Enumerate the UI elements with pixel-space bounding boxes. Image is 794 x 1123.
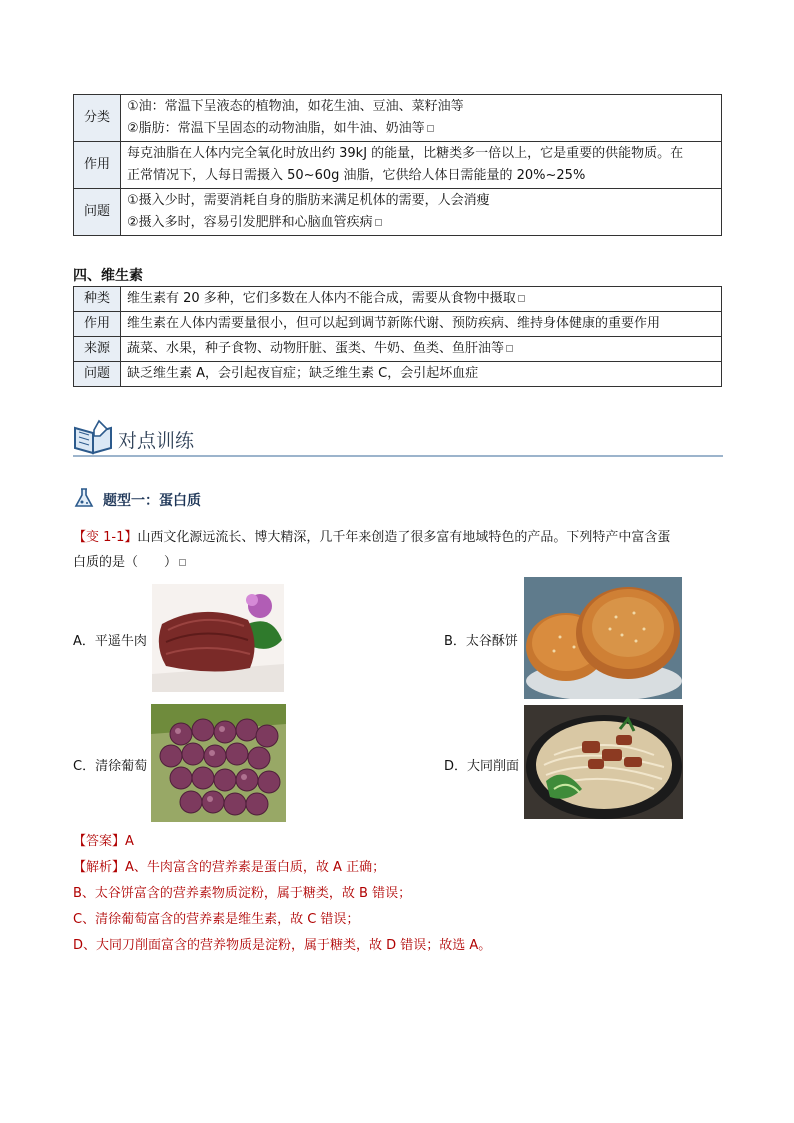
cell-line: 正常情况下，人每日需摄入 50~60g 油脂，它供给人体日需能量的 20%~25% [127,168,586,183]
cell-text: 缺乏维生素 A，会引起夜盲症；缺乏维生素 C，会引起坏血症 [121,362,722,387]
table-row [74,95,722,142]
row-head: 种类 [74,287,121,312]
sesame-pastry-photo [524,577,682,699]
anchor-mark-icon [427,125,434,132]
row-head: 分类 [74,95,121,142]
analysis-tag: 【解析】 [73,860,126,875]
section-title-vitamin: 四、维生素 [73,268,143,284]
table-row [74,287,722,312]
analysis-line-b: B、太谷饼富含的营养素物质淀粉，属于糖类，故 B 错误； [73,886,412,901]
table-row [74,312,722,337]
row-head: 作用 [74,142,121,189]
cell-text: 蔬菜、水果，种子食物、动物肝脏、蛋类、牛奶、鱼类、鱼肝油等 [127,341,505,356]
cell-text: 维生素有 20 多种，它们多数在人体内不能合成，需要从食物中摄取 [127,291,516,306]
analysis-line-d: D、大同刀削面富含的营养物质是淀粉，属于糖类，故 D 错误；故选 A。 [73,938,492,953]
table-row [74,142,722,189]
table-row [74,337,722,362]
cell-line: ①油：常温下呈液态的植物油，如花生油、豆油、菜籽油等 [127,99,464,114]
cell-line: ②摄入多时，容易引发肥胖和心脑血管疾病 [127,215,373,230]
row-head: 作用 [74,312,121,337]
row-head: 来源 [74,337,121,362]
analysis-line-c: C、清徐葡萄富含的营养素是维生素，故 C 错误； [73,912,360,927]
noodle-bowl-photo [524,705,683,819]
book-icon [73,419,113,459]
anchor-mark-icon [375,219,382,226]
fat-table [73,94,722,236]
option-c-label: C．清徐葡萄 [73,759,148,774]
row-head: 问题 [74,362,121,387]
anchor-mark-icon [506,345,513,352]
row-head: 问题 [74,189,121,236]
question-text: 山西文化源远流长、博大精深，几千年来创造了很多富有地域特色的产品。下列特产中富含蛋 [137,530,671,545]
cell-line: 每克油脂在人体内完全氧化时放出约 39kJ 的能量，比糖类多一倍以上，它是重要的供能物质。在 [127,146,684,161]
cell-line: ②脂肪：常温下呈固态的动物油脂，如牛油、奶油等 [127,121,425,136]
section-rule [73,455,723,457]
flask-icon [73,487,97,513]
answer-tag: 【答案】 [73,834,126,849]
option-a-label: A．平遥牛肉 [73,634,147,649]
grape-bunch-photo [151,704,286,822]
anchor-mark-icon [179,559,186,566]
anchor-mark-icon [518,295,525,302]
question-text: 白质的是（ ） [73,555,178,570]
sliced-beef-photo [152,584,284,692]
table-row [74,189,722,236]
answer-value: A [125,834,134,849]
cell-line: ①摄入少时，需要消耗自身的脂肪来满足机体的需要，人会消瘦 [127,193,490,208]
cell-text: 维生素在人体内需要量很小，但可以起到调节新陈代谢、预防疾病、维持身体健康的重要作用 [121,312,722,337]
analysis-line-a: A、牛肉富含的营养素是蛋白质，故 A 正确； [125,860,386,875]
question-tag: 【变 1-1】 [73,530,138,545]
question-type-title: 题型一：蛋白质 [103,493,201,509]
option-d-label: D．大同削面 [444,759,520,774]
table-row [74,362,722,387]
option-b-label: B．太谷酥饼 [444,634,518,649]
training-title: 对点训练 [118,430,195,452]
vitamin-table [73,286,722,387]
